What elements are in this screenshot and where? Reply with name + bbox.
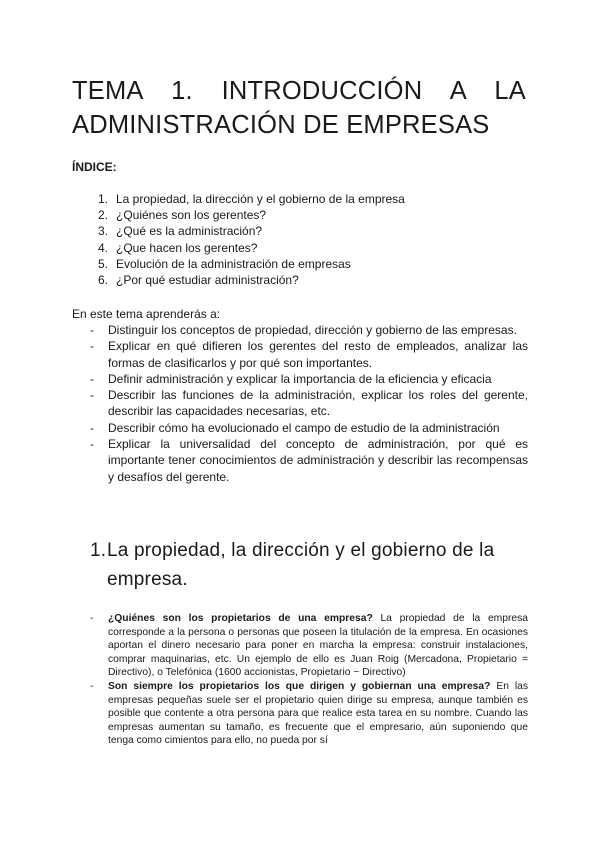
learning-objective: - Explicar en qué difieren los gerentes del resto de empleados, analizar las formas de clasificarlos y por qué son importantes. [88,338,528,371]
title-line-1: TEMA 1. INTRODUCCIÓN A LA [72,77,526,105]
index-item-number: 2. [97,208,108,223]
qa-answer: En las empresas pequeñas suele ser el propietario quien dirige su empresa, aunque también es posible que contente a otra persona para que realice esta tarea en su nombre. Cuando las empresas aumentan su tamaño, es frecuente que el empresario, aún suponiendo que tenga como cimientos para ello, no pueda por sí [108,680,529,747]
index-item-text: La propiedad, la dirección y el gobierno de la empresa [116,192,405,206]
index-item-number: 6. [97,273,108,288]
index-item-text: ¿Quiénes son los gerentes? [116,208,267,223]
index-item [88,240,405,256]
index-item-text: ¿Qué es la administración? [116,224,263,239]
qa-answer: La propiedad de la empresa corresponde a la persona o personas que poseen la titulación de la empresa. En ocasiones aportan el dinero necesario para poner en marcha la empresa: construir instalaciones, comprar maquinarias, etc. Un ejemplo de ello es Juan Roig (Mercadona, Propietario = Directivo), o Telefónica (1600 accionistas, Propietario ~ Directivo) [108,613,529,679]
index-item [88,272,405,288]
section-1-number: 1. [90,540,107,561]
qa-question: ¿Quiénes son los propietarios de una empresa? [108,613,373,624]
index-item-text: ¿Que hacen los gerentes? [116,240,258,255]
title-line-2: ADMINISTRACIÓN DE EMPRESAS [72,111,490,139]
index-item [88,207,405,223]
qa-item [88,612,528,680]
qa-question: Son siempre los propietarios los que dirigen y gobiernan una empresa? [108,680,491,692]
section-1-heading [90,536,530,594]
index-label: ÍNDICE: [72,160,117,174]
qa-list [88,612,528,748]
index-item [88,223,405,239]
index-item [88,191,405,207]
section-1-title: La propiedad, la dirección y el gobierno de la empresa. [107,540,495,590]
index-item-number: 1. [97,192,108,206]
learning-objective: - Explicar la universalidad del concepto de administración, por qué es importante tener conocimientos de administración y describir las recompensas y desafíos del gerente. [88,436,528,485]
index-item-number: 4. [97,240,108,255]
index-item-number: 3. [97,224,108,239]
learning-objective: - Definir administración y explicar la importancia de la eficiencia y eficacia [88,371,528,387]
index-item-text: Evolución de la administración de empresas [116,256,351,271]
learning-objective: - Describir las funciones de la administración, explicar los roles del gerente, describir las capacidades necesarias, etc. [88,387,528,420]
index-item [88,256,405,272]
index-item-text: ¿Por qué estudiar administración? [116,273,299,288]
index-item-number: 5. [97,256,108,271]
learning-objective: - Distinguir los conceptos de propiedad, dirección y gobierno de las empresas. [88,322,528,338]
learning-intro: En este tema aprenderás a: [72,307,221,321]
index-list [88,191,405,288]
qa-item [88,680,528,748]
document-title [72,74,526,142]
learning-objectives-list [88,322,528,485]
learning-objective: - Describir cómo ha evolucionado el campo de estudio de la administración [88,420,528,436]
